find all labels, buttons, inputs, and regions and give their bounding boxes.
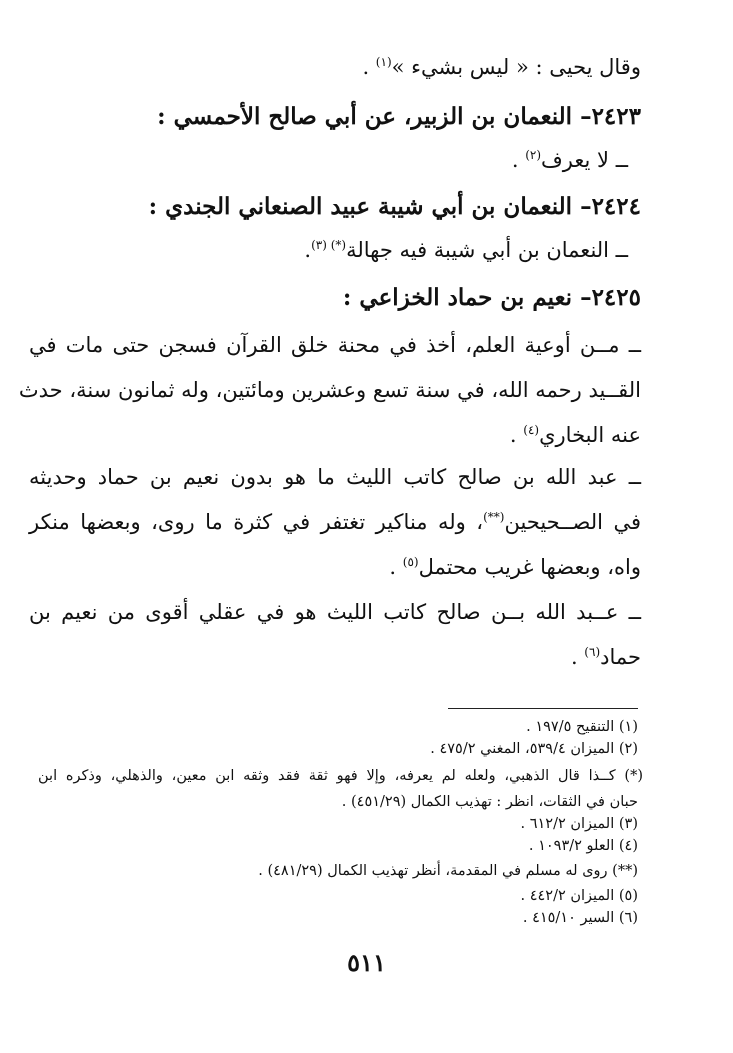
paragraph-1-line-1: ــ مــن أوعية العلم، أخذ في محنة خلق القرآن فسجن حتى مات في (29, 333, 641, 357)
text: وقال يحيى : « ليس بشيء » (391, 55, 641, 79)
text: حماد (600, 645, 641, 669)
text: . (570, 645, 585, 669)
text: ــ النعمان بن أبي شيبة فيه جهالة (346, 238, 628, 262)
footnote-ref[interactable]: (١) (375, 55, 392, 69)
footnote-separator (448, 708, 638, 709)
text: . (362, 55, 376, 79)
text: . (509, 423, 524, 447)
text: في الصــحيحين (504, 510, 641, 534)
footnote-2: (٢) الميزان ٥٣٩/٤، المغني ٤٧٥/٢ . (430, 741, 638, 757)
footnote-1: (١) التنقيح ١٩٧/٥ . (526, 719, 638, 735)
paragraph-2-line-1: ــ عبد الله بن صالح كاتب الليث ما هو بدون نعيم بن حماد وحديثه (29, 465, 641, 489)
footnote-3: (٣) الميزان ٦١٢/٢ . (520, 816, 638, 832)
footnote-ref[interactable]: (**) (483, 510, 505, 524)
footnote-star-line-1: (*) كــذا قال الذهبي، ولعله لم يعرفه، وإلا فهو ثقة فقد وثقه ابن معين، والذهلي، وذكره ابن (38, 768, 643, 784)
text: واه، وبعضها غريب محتمل (418, 555, 641, 579)
entry-heading-2425: ٢٤٢٥– نعيم بن حماد الخزاعي : (342, 284, 641, 311)
footnote-6: (٦) السير ٤١٥/١٠ . (522, 910, 638, 926)
text-line-yahya-quote (31, 52, 641, 82)
footnote-5: (٥) الميزان ٤٤٢/٢ . (520, 888, 638, 904)
paragraph-1-line-2: القــيد رحمه الله، في سنة تسع وعشرين ومائتين، وله ثمانون سنة، حدث (18, 378, 641, 402)
text: . (511, 148, 526, 172)
text: عنه البخاري (539, 423, 641, 447)
text-line-2424 (18, 235, 628, 265)
paragraph-3-line-2 (31, 642, 641, 672)
footnote-ref[interactable]: (٦) (584, 645, 601, 659)
footnote-ref[interactable]: (*) (٣) (311, 238, 347, 252)
text: ، وله مناكير تغتفر في كثرة ما روى، وبعضها منكر (29, 510, 484, 534)
paragraph-3-line-1: ــ عــبد الله بــن صالح كاتب الليث هو في عقلي أقوى من نعيم بن (29, 600, 641, 624)
text: . (304, 238, 312, 262)
footnote-4: (٤) العلو ١٠٩٣/٢ . (528, 838, 638, 854)
paragraph-2-line-2 (29, 507, 641, 537)
footnote-ref[interactable]: (٥) (402, 555, 419, 569)
text: . (389, 555, 403, 579)
paragraph-1-line-3 (31, 420, 641, 450)
footnote-double-star: (**) روى له مسلم في المقدمة، أنظر تهذيب الكمال (٤٨١/٢٩) . (258, 863, 638, 879)
entry-heading-2424: ٢٤٢٤– النعمان بن أبي شيبة عبيد الصنعاني الجندي : (148, 193, 641, 220)
text: ــ لا يعرف (541, 148, 628, 172)
footnote-star-line-2: حبان في الثقات، انظر : تهذيب الكمال (٤٥١/٢٩) . (341, 794, 638, 810)
entry-heading-2423: ٢٤٢٣– النعمان بن الزبير، عن أبي صالح الأحمسي : (157, 103, 641, 130)
page-number: ٥١١ (347, 948, 386, 977)
text-line-2423 (18, 145, 628, 175)
paragraph-2-line-3 (31, 552, 641, 582)
footnote-ref[interactable]: (٢) (525, 148, 542, 162)
footnote-ref[interactable]: (٤) (523, 423, 540, 437)
